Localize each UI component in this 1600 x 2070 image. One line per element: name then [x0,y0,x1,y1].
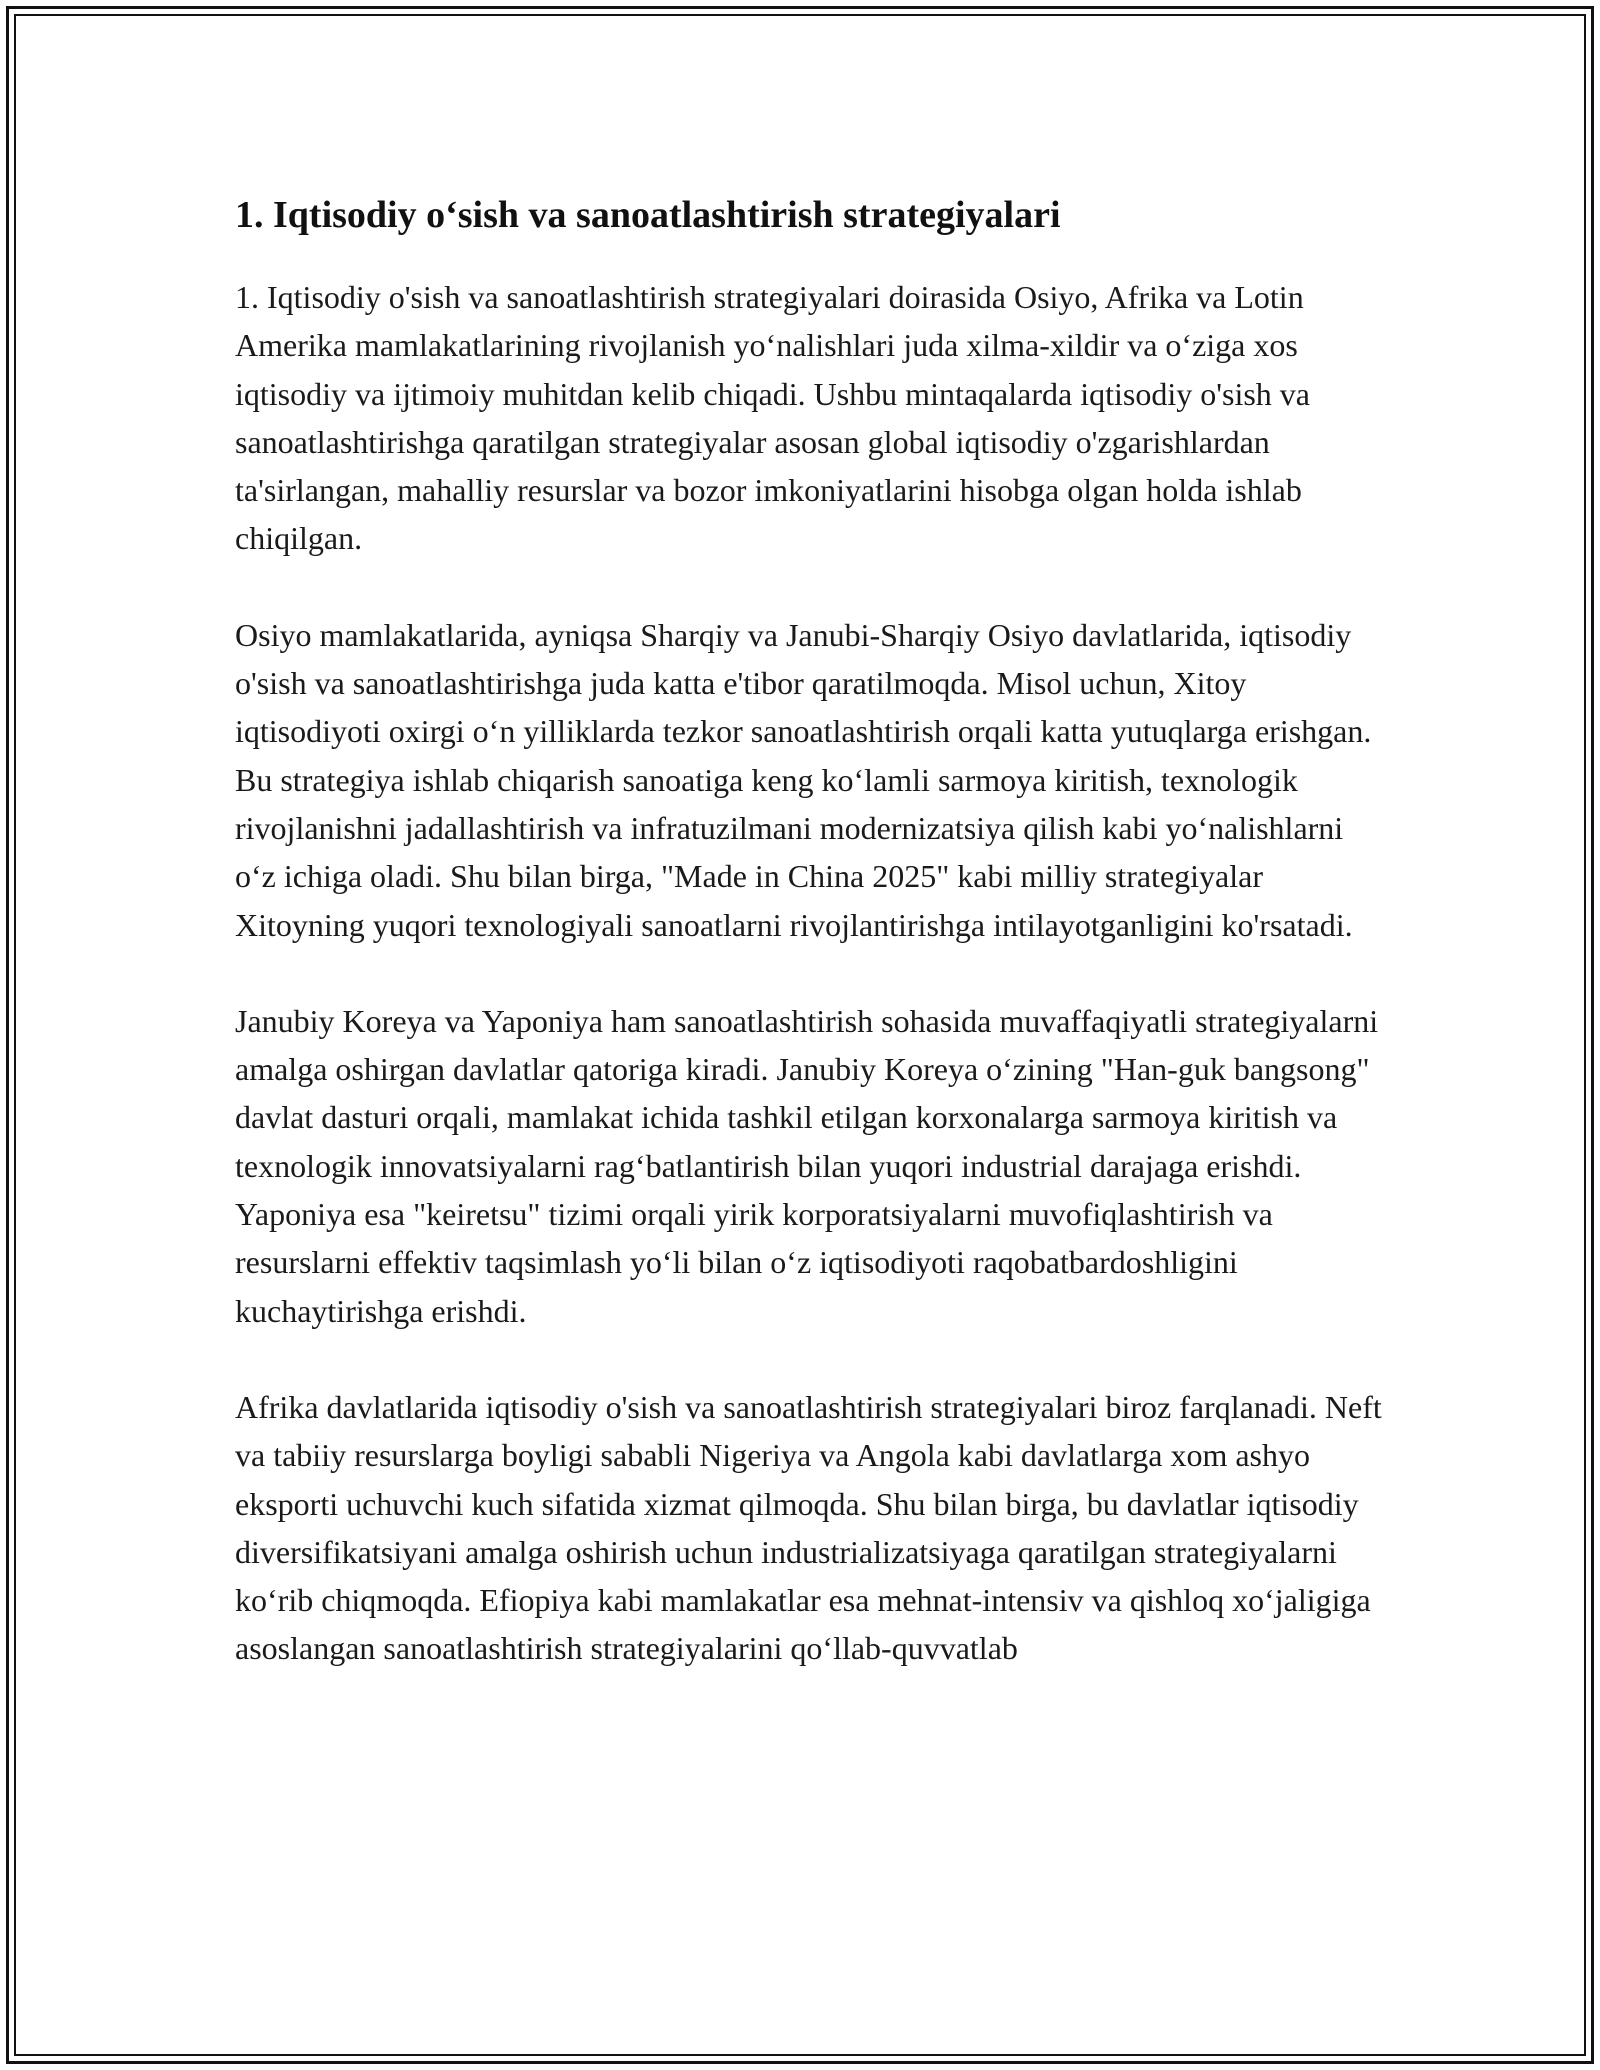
paragraph-asia: Osiyo mamlakatlarida, ayniqsa Sharqiy va Janubi-Sharqiy Osiyo davlatlarida, iqtisodiy o'sish va sanoatlashtirishga juda katta e'tibor qaratilmoqda. Misol uchun, Xitoy iqtisodiyoti oxirgi o‘n yilliklarda tezkor sanoatlashtirish orqali katta yutuqlarga erishgan. Bu strategiya ishlab chiqarish sanoatiga keng ko‘lamli sarmoya kiritish, texnologik rivojlanishni jadallashtirish va infratuzilmani modernizatsiya qilish kabi yo‘nalishlarni o‘z ichiga oladi. Shu bilan birga, "Made in China 2025" kabi milliy strategiyalar Xitoyning yuqori texnologiyali sanoatlarni rivojlantirishga intilayotganligini ko'rsatadi. [235,616,1372,943]
paragraph-intro: 1. Iqtisodiy o'sish va sanoatlashtirish strategiyalari doirasida Osiyo, Afrika va Lotin Amerika mamlakatlarining rivojlanish yo‘nalishlari juda xilma-xildir va o‘ziga xos iqtisodiy va ijtimoiy muhitdan kelib chiqadi. Ushbu mintaqalarda iqtisodiy o'sish va sanoatlashtirishga qaratilgan strategiyalar asosan global iqtisodiy o'zgarishlardan ta'sirlangan, mahalliy resurslar va bozor imkoniyatlarini hisobga olgan holda ishlab chiqilgan. [235,279,1310,557]
paragraph-korea-japan: Janubiy Koreya va Yaponiya ham sanoatlashtirish sohasida muvaffaqiyatli strategiyalarni amalga oshirgan davlatlar qatoriga kiradi. Janubiy Koreya o‘zining "Han-guk bangsong" davlat dasturi orqali, mamlakat ichida tashkil etilgan korxonalarga sarmoya kiritish va texnologik innovatsiyalarni rag‘batlantirish bilan yuqori industrial darajaga erishdi. Yaponiya esa "keiretsu" tizimi orqali yirik korporatsiyalarni muvofiqlashtirish va resurslarni effektiv taqsimlash yo‘li bilan o‘z iqtisodiyoti raqobatbardoshligini kuchaytirishga erishdi. [235,1002,1379,1329]
document-body [235,186,1385,1721]
paragraph-africa: Afrika davlatlarida iqtisodiy o'sish va sanoatlashtirish strategiyalari biroz farqlanadi. Neft va tabiiy resurslarga boyligi sababli Nigeriya va Angola kabi davlatlarga xom ashyo eksporti uchuvchi kuch sifatida xizmat qilmoqda. Shu bilan birga, bu davlatlar iqtisodiy diversifikatsiyani amalga oshirish uchun industrializatsiyaga qaratilgan strategiyalarni ko‘rib chiqmoqda. Efiopiya kabi mamlakatlar esa mehnat-intensiv va qishloq xo‘jaligiga asoslangan sanoatlashtirish strategiyalarini qo‘llab-quvvatlab [235,1388,1382,1667]
section-heading: 1. Iqtisodiy o‘sish va sanoatlashtirish strategiyalari [235,194,1061,236]
